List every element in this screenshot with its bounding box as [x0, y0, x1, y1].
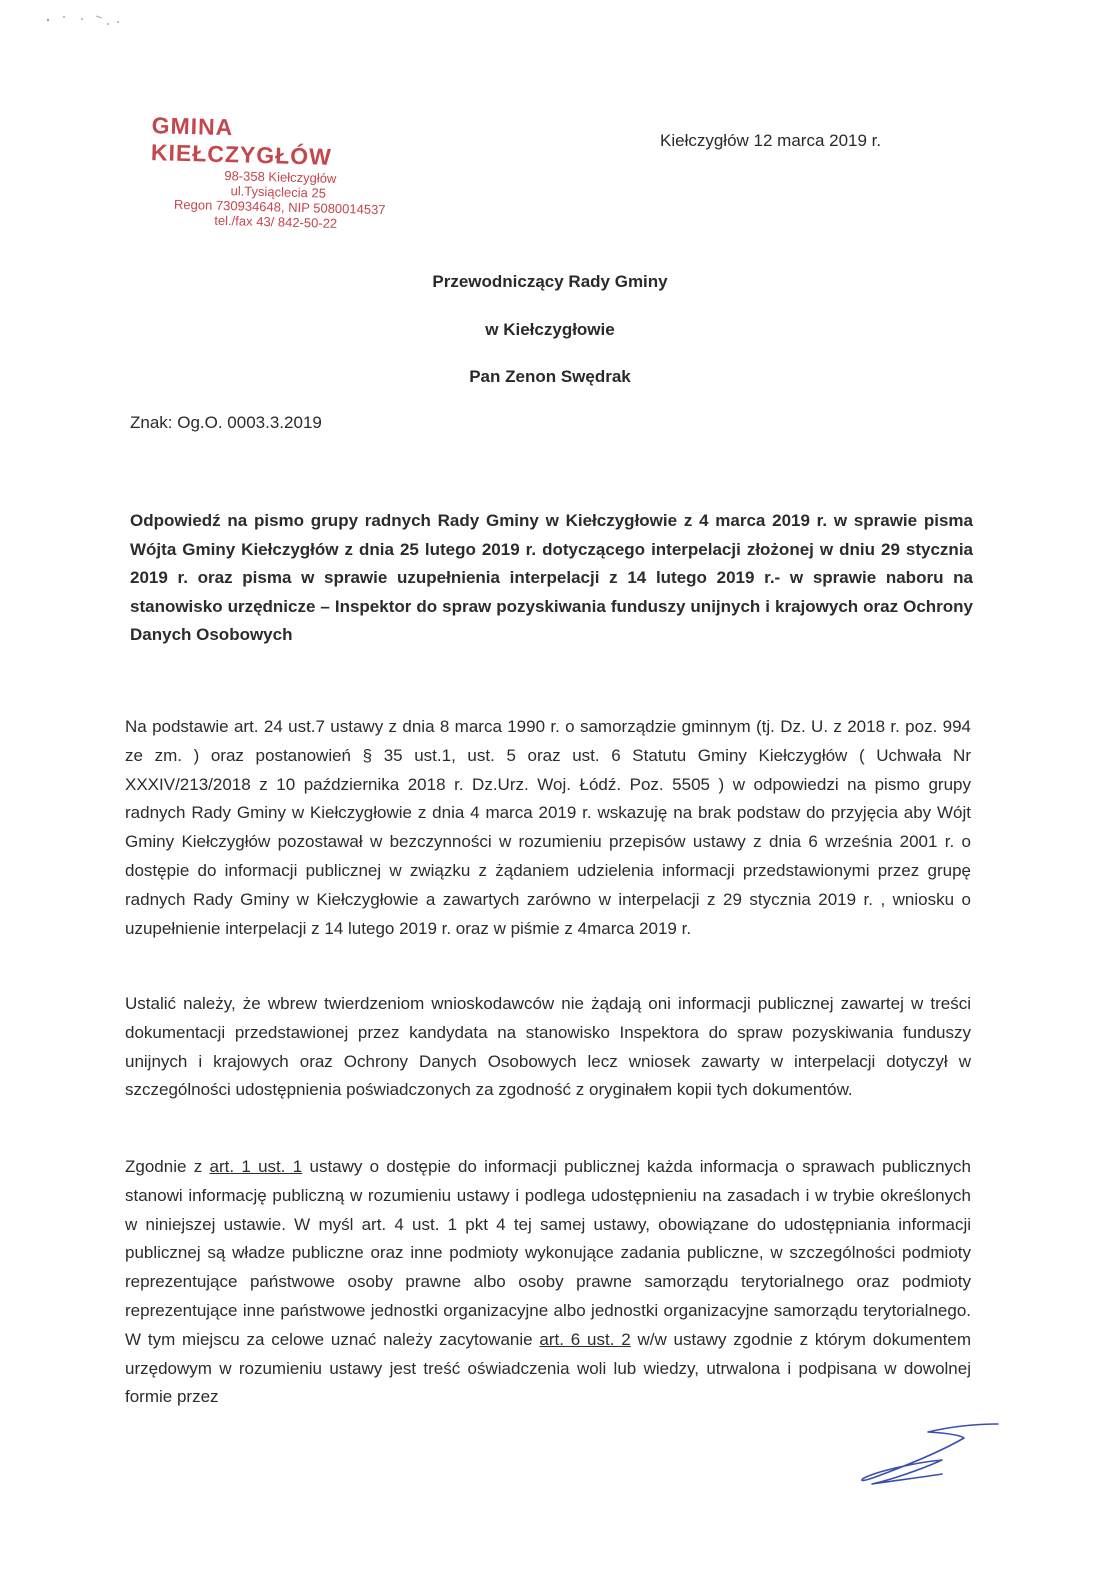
recipient-line-1: Przewodniczący Rady Gminy: [432, 272, 668, 291]
stamp-street-line: ul.Tysiąclecia 25: [230, 183, 327, 201]
body-paragraph-3: [125, 1153, 971, 1412]
stamp-postal-line: 98-358 Kiełczygłów: [224, 168, 337, 186]
reference-number: Znak: Og.O. 0003.3.2019: [130, 413, 322, 432]
stamp-phone-line: tel./fax 43/ 842-50-22: [214, 212, 338, 231]
article-6-reference-link[interactable]: art. 6 ust. 2: [539, 1329, 631, 1349]
body-paragraph-1: Na podstawie art. 24 ust.7 ustawy z dnia 8 marca 1990 r. o samorządzie gminnym (tj. Dz. U. z 2018 r. poz. 994 ze zm. ) oraz postanowień § 35 ust.1, ust. 5 oraz ust. 6 Statutu Gminy Kiełczygłów ( Uchwała Nr XXXIV/213/2018 z 10 października 2018 r. Dz.Urz. Woj. Łódź. Poz. 5505 ) w odpowiedzi na pismo grupy radnych Rady Gminy w Kiełczygłowie z dnia 4 marca 2019 r. wskazuję na brak podstaw do przyjęcia aby Wójt Gminy Kiełczygłów pozostawał w bezczynności w rozumieniu przepisów ustawy z dnia 6 września 2001 r. o dostępie do informacji publicznej w związku z żądaniem udzielenia informacji przedstawionymi przez grupę radnych Rady Gminy w Kiełczygłowie a zawartych zarówno w interpelacji z 29 stycznia 2019 r. , wniosku o uzupełnienie interpelacji z 14 lutego 2019 r. oraz w piśmie z 4marca 2019 r.: [125, 717, 971, 938]
letter-subject: Odpowiedź na pismo grupy radnych Rady Gminy w Kiełczygłowie z 4 marca 2019 r. w sprawie pisma Wójta Gminy Kiełczygłów z dnia 25 lutego 2019 r. dotyczącego interpelacji złożonej w dniu 29 stycznia 2019 r. oraz pisma w sprawie uzupełnienia interpelacji z 14 lutego 2019 r.- w sprawie naboru na stanowisko urzędnicze – Inspektor do spraw pozyskiwania funduszy unijnych i krajowych oraz Ochrony Danych Osobowych: [130, 511, 973, 645]
recipient-line-3: Pan Zenon Swędrak: [469, 367, 631, 386]
recipient-line-2: w Kiełczygłowie: [485, 320, 615, 339]
letter-date: Kiełczygłów 12 marca 2019 r.: [660, 131, 882, 150]
paragraph-3-text-c: w/w ustawy zgodnie z którym dokumentem urzędowym w rozumieniu ustawy jest treść oświadczenia woli lub wiedzy, utrwalona i podpisana w dowolnej formie przez: [125, 1329, 971, 1407]
stamp-regon-line: Regon 730934648, NIP 5080014537: [173, 196, 386, 218]
article-1-reference-link[interactable]: art. 1 ust. 1: [209, 1157, 303, 1176]
body-paragraph-2: Ustalić należy, że wbrew twierdzeniom wnioskodawców nie żądają oni informacji publicznej zawartej w treści dokumentacji przedstawionej przez kandydata na stanowisko Inspektora do spraw pozyskiwania funduszy unijnych i krajowych oraz Ochrony Danych Osobowych lecz wniosek zawarty w interpelacji dotyczył w szczególności udostępnienia poświadczonych za zgodność z oryginałem kopii tych dokumentów.: [125, 994, 971, 1100]
stamp-title: GMINA KIEŁCZYGŁÓW: [150, 112, 333, 170]
paragraph-3-text-b: ustawy o dostępie do informacji publicznej każda informacja o sprawach publicznych stanowi informację publiczną w rozumieniu ustawy i podlega udostępnieniu na zasadach i w trybie określonych w niniejszej ustawie. W myśl art. 4 ust. 1 pkt 4 tej samej ustawy, obowiązane do udostępniania informacji publicznej są władze publiczne oraz inne podmioty wykonujące zadania publiczne, w szczególności podmioty reprezentujące państwowe osoby prawne albo osoby prawne samorządu terytorialnego oraz podmioty reprezentujące inne państwowe jednostki organizacyjne albo jednostki organizacyjne samorządu terytorialnego. W tym miejscu za celowe uznać należy zacytowanie: [125, 1157, 971, 1349]
handwritten-signature: [850, 1418, 1000, 1498]
scan-artifact-marks: [44, 10, 144, 40]
paragraph-3-text-a: Zgodnie z: [125, 1157, 210, 1176]
municipality-stamp: [145, 112, 398, 233]
